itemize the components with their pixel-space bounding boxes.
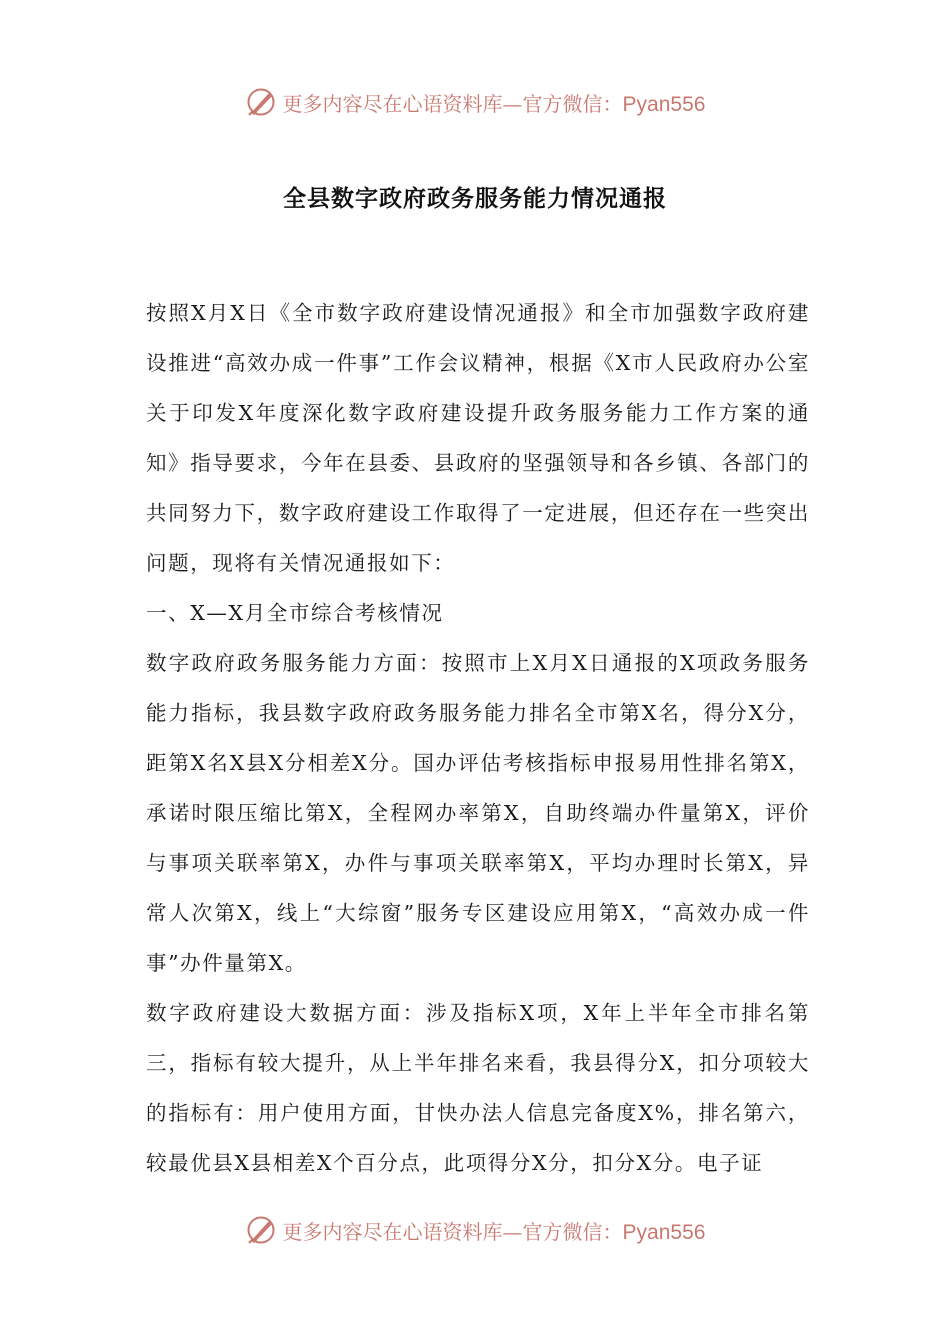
- header-watermark-banner: [0, 82, 950, 122]
- footer-watermark-banner: [0, 1210, 950, 1250]
- section-heading: 一、X—X月全市综合考核情况: [146, 601, 444, 625]
- watermark-text: 更多内容尽在心语资料库—官方微信：Pyan556: [282, 91, 706, 116]
- document-title: 全县数字政府政务服务能力情况通报: [283, 186, 667, 212]
- paragraph: 按照X月X日《全市数字政府建设情况通报》和全市加强数字政府建设推进“高效办成一件事”工作会议精神，根据《X市人民政府办公室关于印发X年度深化数字政府建设提升政务服务能力工作方案的通知》指导要求，今年在县委、县政府的坚强领导和各乡镇、各部门的共同努力下，数字政府建设工作取得了一定进展，但还存在一些突出问题，现将有关情况通报如下：: [146, 301, 810, 575]
- quill-logo-icon: [245, 86, 277, 118]
- quill-logo-icon: [245, 1214, 277, 1246]
- watermark-text: 更多内容尽在心语资料库—官方微信：Pyan556: [282, 1219, 706, 1244]
- paragraph: 数字政府政务服务能力方面：按照市上X月X日通报的X项政务服务能力指标，我县数字政府政务服务能力排名全市第X名，得分X分，距第X名X县X分相差X分。国办评估考核指标申报易用性排名第X，承诺时限压缩比第X，全程网办率第X，自助终端办件量第X，评价与事项关联率第X，办件与事项关联率第X，平均办理时长第X，异常人次第X，线上“大综窗”服务专区建设应用第X，“高效办成一件事”办件量第X。: [146, 651, 810, 975]
- document-body: [146, 288, 810, 1188]
- paragraph: 数字政府建设大数据方面：涉及指标X项，X年上半年全市排名第三，指标有较大提升，从上半年排名来看，我县得分X，扣分项较大的指标有：用户使用方面，甘快办法人信息完备度X%，排名第六，较最优县X县相差X个百分点，此项得分X分，扣分X分。电子证: [146, 1001, 810, 1175]
